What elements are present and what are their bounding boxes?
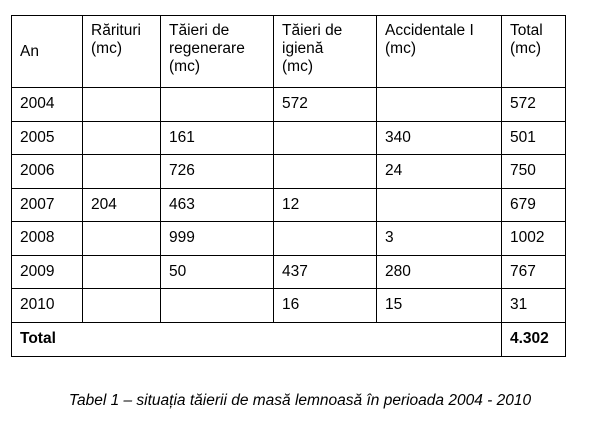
cell-thinning [83, 121, 161, 155]
header-hygiene-cuts: Tăieri de igienă (mc) [274, 16, 377, 88]
cell-hygiene [274, 222, 377, 256]
table-container [11, 15, 566, 357]
cell-regeneration: 161 [161, 121, 274, 155]
table-row [12, 188, 566, 222]
table-row [12, 222, 566, 256]
total-row [12, 322, 566, 356]
header-total: Total (mc) [502, 16, 566, 88]
header-regeneration-cuts: Tăieri de regenerare (mc) [161, 16, 274, 88]
cell-total: 501 [502, 121, 566, 155]
cell-total: 750 [502, 155, 566, 189]
cell-total: 1002 [502, 222, 566, 256]
header-row [12, 16, 566, 88]
cell-year: 2006 [12, 155, 83, 189]
table-row [12, 155, 566, 189]
cell-accidental: 24 [377, 155, 502, 189]
cell-hygiene: 572 [274, 88, 377, 122]
header-year: An [12, 16, 83, 88]
cell-thinning [83, 255, 161, 289]
cell-accidental [377, 188, 502, 222]
cell-regeneration: 999 [161, 222, 274, 256]
table-row [12, 121, 566, 155]
cell-regeneration: 726 [161, 155, 274, 189]
cell-regeneration: 50 [161, 255, 274, 289]
cell-accidental: 15 [377, 289, 502, 323]
cell-accidental: 280 [377, 255, 502, 289]
cell-year: 2008 [12, 222, 83, 256]
cell-total: 679 [502, 188, 566, 222]
cell-total: 572 [502, 88, 566, 122]
total-label: Total [12, 322, 502, 356]
cell-hygiene [274, 121, 377, 155]
cell-accidental [377, 88, 502, 122]
cell-accidental: 340 [377, 121, 502, 155]
cell-hygiene: 12 [274, 188, 377, 222]
cell-year: 2005 [12, 121, 83, 155]
cell-year: 2009 [12, 255, 83, 289]
cell-accidental: 3 [377, 222, 502, 256]
cell-year: 2004 [12, 88, 83, 122]
cell-thinning: 204 [83, 188, 161, 222]
header-thinning: Rărituri (mc) [83, 16, 161, 88]
total-value: 4.302 [502, 322, 566, 356]
table-row [12, 289, 566, 323]
cell-hygiene [274, 155, 377, 189]
cell-year: 2007 [12, 188, 83, 222]
cell-thinning [83, 289, 161, 323]
cell-thinning [83, 88, 161, 122]
cell-thinning [83, 222, 161, 256]
cell-regeneration [161, 289, 274, 323]
table-row [12, 255, 566, 289]
cell-regeneration [161, 88, 274, 122]
cell-thinning [83, 155, 161, 189]
cell-regeneration: 463 [161, 188, 274, 222]
cell-year: 2010 [12, 289, 83, 323]
table-caption: Tabel 1 – situația tăierii de masă lemnoasă în perioada 2004 - 2010 [68, 392, 532, 409]
cell-total: 31 [502, 289, 566, 323]
cell-hygiene: 437 [274, 255, 377, 289]
harvest-table [11, 15, 566, 357]
cell-total: 767 [502, 255, 566, 289]
header-accidental: Accidentale I (mc) [377, 16, 502, 88]
cell-hygiene: 16 [274, 289, 377, 323]
table-row [12, 88, 566, 122]
